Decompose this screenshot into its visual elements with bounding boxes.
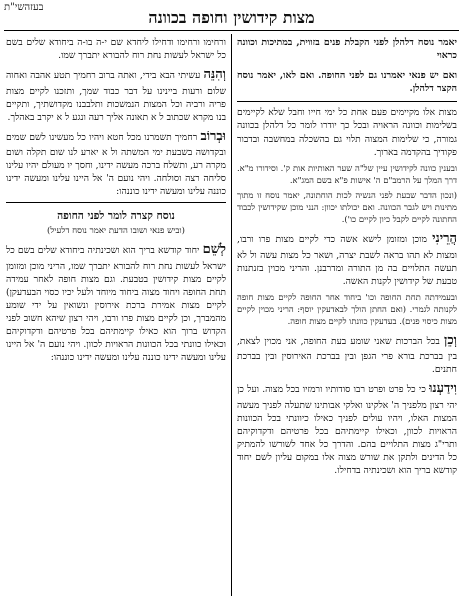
intro-instruction-2: ואם יש פנאי יאמרנו גם לפני החופה. ואם לאו, יאמר נוסח הקצר דלהלן. <box>237 69 457 95</box>
paragraph-leshem <box>6 241 226 364</box>
header-corner: בעזהשי"ת <box>4 2 44 13</box>
paragraph-vechen <box>237 332 457 377</box>
paragraph-vidanu <box>237 380 457 477</box>
column-divider <box>231 34 232 596</box>
lead-word: וְכֵן <box>444 332 457 348</box>
paragraph-note: (ונכון הדבר שבעת לפני הנשיה לכות הוחתונה, יאמר נוסח זו מתוך מתינות ויש לגבר הכוונה. ואם יכולתו יכוון: הנני מוכן שקידושין לכבוד החתונה לקיים לקבל כיון לקיים כו'). <box>237 190 457 225</box>
section-subtitle: (וביש פנאי ושובו הדעת יאמר נוסח דלעיל) <box>47 226 185 237</box>
page-title: מצות קידושין וחופה בכוונה <box>148 8 315 27</box>
paragraph-urechimu: ורחימו ורחימו ודחילו ליחדא שם י-ה בו-ה ביחודא שלים בשם כל ישראל לעשות נחת רוח להבורא יתברך שמו. <box>6 37 226 62</box>
lead-word: לְשֵׁם <box>202 242 226 258</box>
section-title: נוסח קצרה לומר לפני החופה <box>57 210 175 223</box>
paragraph-text: רחמיך תשמרנו מכל חטא ויהיו כל מעשינו לשם שמים ובקדושה בשבעת ימי המשתה ול א יארע לנו שום תקלה ושום מקרה רע, ותשלח ברכה מעשה ידינו, וחסך יו מעולם יהיו עלינו סליחה רצה וסולחה. ויהי נועם ה' אל היינו עלינו ומעשה ידינו כוננה עלינו ומעשה ידינו כוננהו: <box>6 131 226 198</box>
paragraph-sources: ובענין כוונה לקידושין עיין של"ה שער האותיות אות ק'. וסידורו מ"א. דרך המלך על הרמב"ם ה' אישות פ"א בשם המג"א. <box>237 162 457 185</box>
paragraph-vehine <box>6 66 226 124</box>
paragraph-uverov <box>6 128 226 199</box>
lead-word: הֲרֵינִי <box>432 231 457 247</box>
paragraph-hareini <box>237 230 457 288</box>
divider-line <box>6 202 226 203</box>
lead-word: וִידַעְנוּ <box>429 381 457 397</box>
paragraph-importance: מצות אלו מקיימים פעם אחת כל ימי חייו וחבל שלא לקיימים בשלימות וכוונה הראויה ובכל כך יודרו לומר כל דלהלן בכוונה גמורה, כי שלימות המצוה תלוי גם בהשכלה במחשבה ובדבור פקודיך בהקדמה בארוך. <box>237 107 457 158</box>
right-column <box>237 36 457 596</box>
paragraph-text: עשיתי הבא בידי, ואתה ברוב רחמיך תטע אהבה ואחוה שלום ורעות ביינינו על דבר כבוד שמך, ותזכנו לקיים מצות פריה ורביה וכל המצות הנמשכות ותלבבנו מקדושתיך, ותקיים בנו מקרא שכתוב ל א תאונה אליך רעה ונגע ל א יקרב באהלך. <box>6 70 226 123</box>
paragraph-text: מוכן ומזומן לישא אשה כדי לקיים מצות פרו ורבו, ומצות לא תהו בראה לשבת יצרה, ושאר כל מצות עשה ול לא תעשה התלויים בה מן התורה ומדרבנן. והריני מכוין בזנתנות טבעת של קידושין לקנות האשה. <box>237 234 457 287</box>
intro-instruction-1: יאמר נוסח דלהלן לפני הקבלת פנים בזווית, במתיכות וכוונה כראוי <box>237 37 457 62</box>
paragraph-text: בכל הברכות שאני שומע בעת החופה, אני מכוין לצאת, בין בברכת בורא פרי הגפן ובין בברכת האירוסין ובין בברכת חתנים. <box>237 335 457 376</box>
lead-word: וּבְרוֹב <box>200 128 226 144</box>
paragraph-text: כי כל פרט ופרט רבו סודותיו ורמזיו בכל מצוה. ועל כן יהי רצון מלפניך ה' אלקינו ואלקי אבותינו שתעלה לפניך מעשה המצות האלו, ויהיו עולים לפניך כאילו כיוונתי בכל הכוונות הראויות לכוון, וכאילו קיימתיהם בכל פרטיהם ודקדוקיהם ותרי"ג מצות התלויים בהם. והדרך כל אחד לשורשו להמתיק כל הדינים ולתקן את שורש מצוה אלו במקום עליון לשם יחוד קודשא בריך הוא ושכינתיה בדחילו. <box>237 384 457 476</box>
paragraph-text: יחוד קודשא בריך הוא ושכינתיה ביחודא שלים בשם כל ישראל לעשות נחת רוח להבורא יתברך שמו, הריני מוכן ומזומן לקיים מצות קידושין בטבעת. וגם מצות חופה לאחר עמידה תחת החופה ויחוד מצוה ביחוד מיוחד ולעל יכיו כסוי הבעדעקן) לקיים מצות אמירת ברכת אירוסין ונשואין על ידי שומע מהמברך, וכן לקיים מצות פרו ורבו, ויהי רצון שיהא חשוב לפני הקדוש ברוך הוא כאילו קיימתיהם בכל פרטיהם ודקדוקיהם וכאילו כוונתי בכל הכוונות הראויות לכוון. ויהי נועם ה' אל היינו עלינו ומעשה ידינו כוננה עלינו ומעשה ידינו כוננהו: <box>6 245 226 364</box>
lead-word: וְהִנֵּה <box>203 67 226 83</box>
left-column <box>6 36 226 596</box>
title-rule <box>4 30 459 31</box>
paragraph-chuppah: ובעמידתה תחת החופה וכו' ביחוד אחר החופה לקיים מצות חופה לקנותה לגמרי. (ואם החתן הולך לבאדעקין יוסף: הריני מכוין לקיים מצות כיסוי פנים). בעדעקין כוונתו לקיים מצות חופה. <box>237 291 457 326</box>
divider-line <box>237 101 457 102</box>
